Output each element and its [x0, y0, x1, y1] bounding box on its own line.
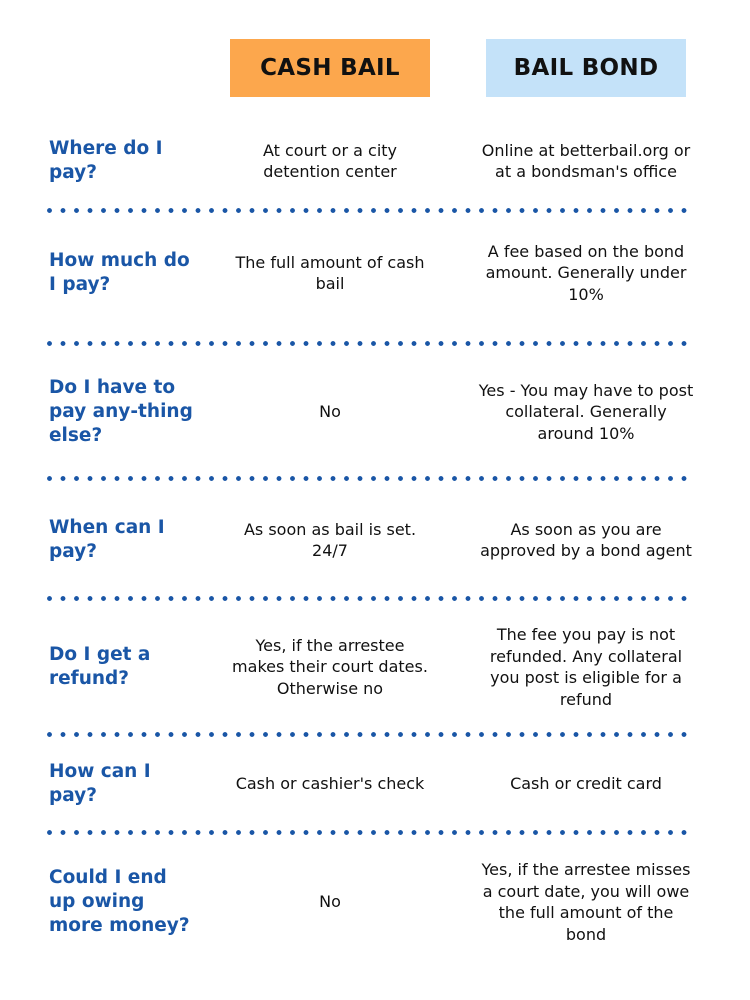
comparison-row-when-pay	[0, 496, 750, 584]
cash-answer-refund: Yes, if the arrestee makes their court dates. Otherwise no	[232, 635, 428, 698]
cash-bail-header: CASH BAIL	[230, 39, 430, 97]
question-how-pay: How can I pay?	[49, 761, 151, 806]
dotted-divider	[47, 596, 695, 601]
dotted-divider	[47, 341, 695, 346]
bond-answer-anything-else: Yes - You may have to post collateral. Generally around 10%	[478, 380, 694, 443]
bond-answer-how-pay: Cash or credit card	[510, 774, 662, 794]
cash-answer-how-much: The full amount of cash bail	[235, 252, 425, 293]
question-how-much: How much do I pay?	[49, 250, 190, 295]
dotted-divider	[47, 732, 695, 737]
question-where-pay: Where do I pay?	[49, 138, 163, 183]
comparison-row-how-much	[0, 226, 750, 320]
bail-bond-header: BAIL BOND	[486, 39, 686, 97]
bond-answer-owe-more: Yes, if the arrestee misses a court date, you will owe the full amount of the bond	[481, 860, 691, 944]
comparison-row-refund	[0, 617, 750, 717]
cash-answer-where-pay: At court or a city detention center	[262, 140, 397, 181]
question-anything-else: Do I have to pay any-thing else?	[49, 377, 193, 446]
comparison-row-owe-more	[0, 848, 750, 956]
dotted-divider	[47, 830, 695, 835]
question-when-pay: When can I pay?	[49, 517, 165, 562]
question-owe-more: Could I end up owing more money?	[49, 867, 190, 936]
dotted-divider	[47, 476, 695, 481]
comparison-row-anything-else	[0, 364, 750, 460]
bond-answer-when-pay: As soon as you are approved by a bond agent	[480, 519, 692, 560]
comparison-row-how-pay	[0, 750, 750, 818]
bond-answer-where-pay: Online at betterbail.org or at a bondsman's office	[481, 140, 691, 181]
comparison-row-where-pay	[0, 118, 750, 204]
bond-answer-how-much: A fee based on the bond amount. Generally under 10%	[485, 241, 687, 304]
dotted-divider	[47, 208, 695, 213]
cash-answer-when-pay: As soon as bail is set. 24/7	[243, 519, 417, 560]
cash-answer-how-pay: Cash or cashier's check	[235, 774, 425, 794]
bond-answer-refund: The fee you pay is not refunded. Any collateral you post is eligible for a refund	[489, 625, 683, 709]
question-refund: Do I get a refund?	[49, 644, 151, 689]
cash-answer-anything-else: No	[319, 402, 341, 422]
cash-answer-owe-more: No	[319, 892, 341, 912]
